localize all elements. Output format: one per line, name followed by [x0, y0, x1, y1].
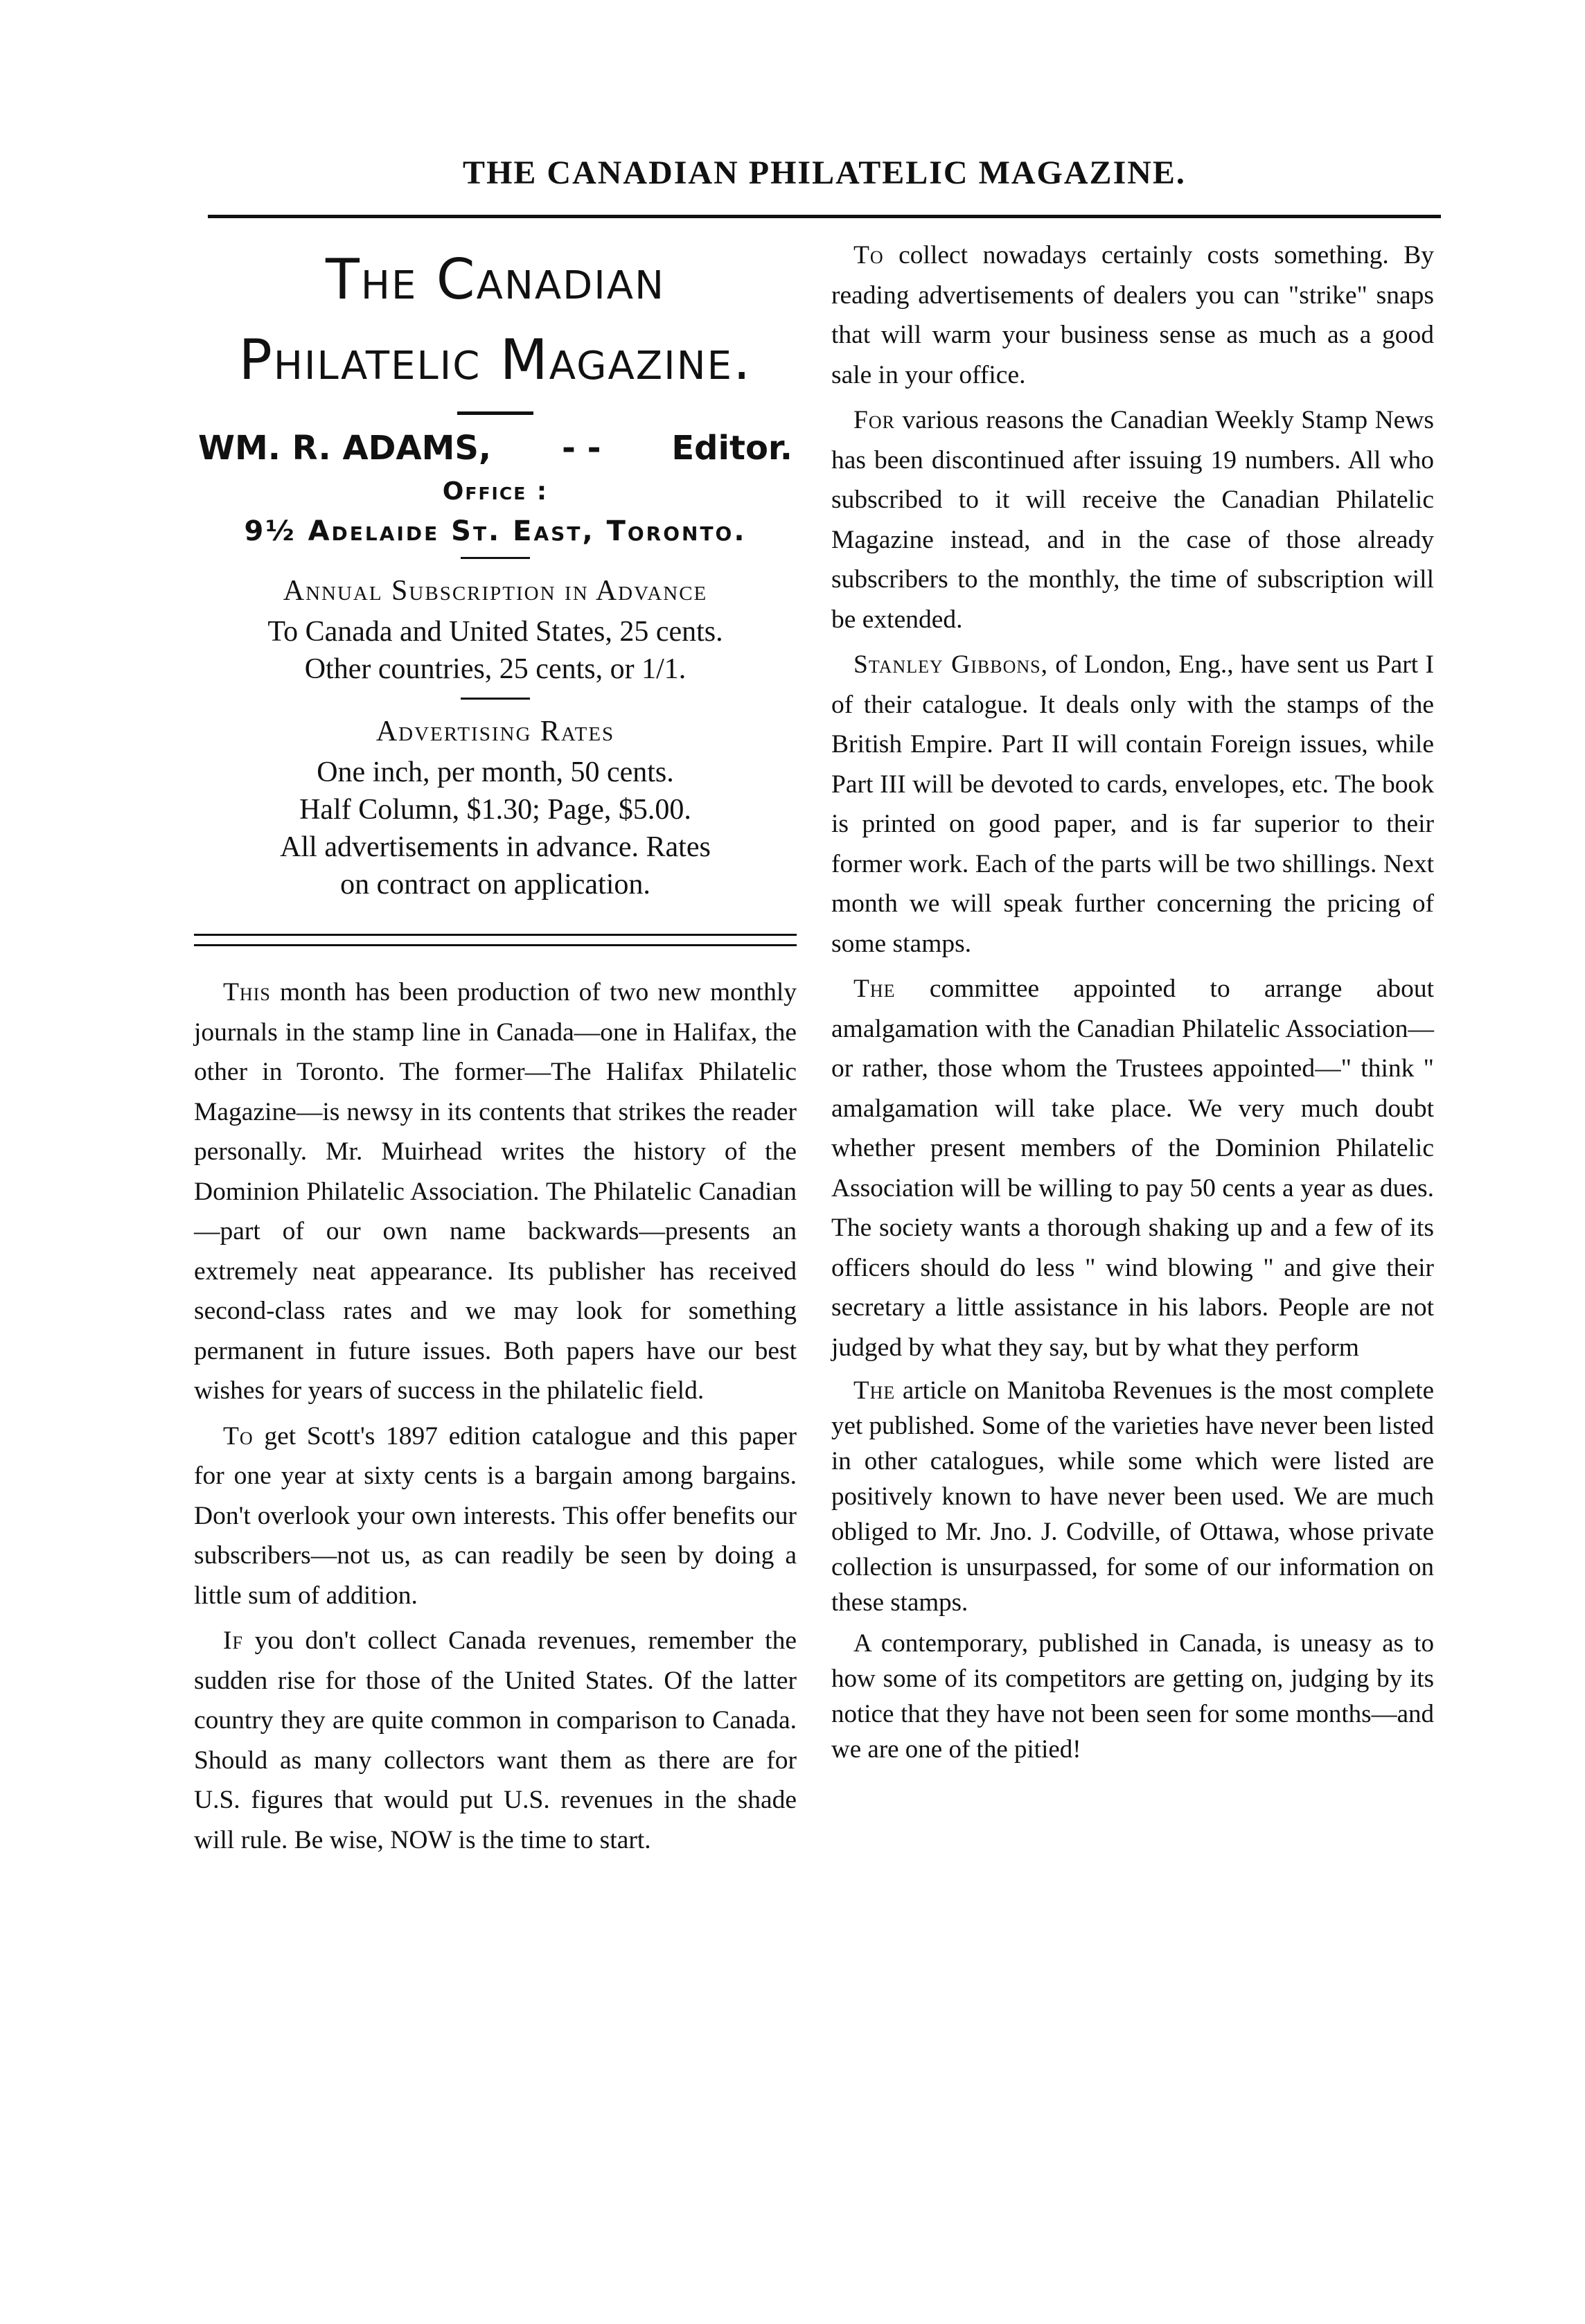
paragraph-lead: If — [223, 1626, 243, 1655]
office-address: 9½ Adelaide St. East, Toronto. — [244, 515, 747, 547]
article-paragraph — [831, 1373, 1434, 1620]
right-column — [831, 236, 1434, 1773]
editor-dashes: - - — [562, 429, 601, 468]
paragraph-text: collect nowadays certainly costs something. By reading advertisements of dealers you can "strike" snaps that will warm your business sense as much as a good sale in your office. — [831, 241, 1434, 389]
paragraph-text: month has been production of two new monthly journals in the stamp line in Canada—one in Halifax, the other in Toronto. The former—The Halifax Philatelic Magazine—is newsy in its contents that strikes the reader personally. Mr. Muirhead writes the history of the Dominion Philatelic Association. The Philatelic Canadian—part of our own name backwards—presents an extremely neat appearance. Its publisher has received second-class rates and we may look for something permanent in future issues. Both papers have our best wishes for years of success in the philatelic field. — [194, 978, 797, 1405]
article-paragraph — [194, 1621, 797, 1860]
editor-role: Editor. — [671, 429, 792, 468]
article-paragraph — [194, 1417, 797, 1616]
advertising-line: Half Column, $1.30; Page, $5.00. — [299, 794, 691, 826]
article-paragraph — [831, 400, 1434, 639]
article-paragraph — [831, 236, 1434, 395]
paragraph-lead: To — [853, 241, 884, 269]
office-label: Office : — [442, 477, 549, 506]
running-head: THE CANADIAN PHILATELIC MAGAZINE. — [463, 154, 1186, 191]
masthead — [194, 240, 797, 903]
subscription-divider — [461, 698, 530, 700]
subscription-line: Other countries, 25 cents, or 1/1. — [304, 653, 687, 685]
paragraph-lead: The — [853, 975, 896, 1003]
advertising-line: One inch, per month, 50 cents. — [317, 756, 674, 788]
office-divider — [461, 557, 530, 559]
paragraph-text: committee appointed to arrange about amalgamation with the Canadian Philatelic Association—or rather, those whom the Trustees appointed—" think " amalgamation will take place. We very much doubt whether present members of the Dominion Philatelic Association will be willing to pay 50 cents a year as dues. The society wants a thorough shaking up and a few of its officers should do less " wind blowing " and give their secretary a little assistance in his labors. People are not judged by what they say, but by what they perform — [831, 975, 1434, 1362]
editor-line — [194, 429, 797, 468]
paragraph-text: A contemporary, published in Canada, is uneasy as to how some of its competitors are getting on, judging by its notice that they have not been seen for some months—and we are one of the pitied! — [831, 1629, 1434, 1764]
paragraph-lead: To — [223, 1421, 254, 1451]
masthead-title-line2: Philatelic Magazine. — [238, 328, 752, 392]
article-paragraph — [831, 1626, 1434, 1767]
left-column — [194, 236, 797, 1865]
masthead-divider — [457, 411, 533, 415]
subscription-block — [194, 574, 797, 688]
paragraph-lead: For — [853, 406, 895, 434]
masthead-title-line1: The Canadian — [326, 247, 665, 312]
article-paragraph — [831, 645, 1434, 964]
paragraph-lead: This — [223, 978, 271, 1006]
masthead-title — [194, 240, 797, 400]
editor-name: WM. R. ADAMS, — [198, 429, 492, 468]
advertising-line: All advertisements in advance. Rates — [280, 831, 711, 863]
article-paragraph — [194, 973, 797, 1411]
paragraph-text: of London, Eng., have sent us Part I of their catalogue. It deals only with the stamps of the British Empire. Part II will contain Foreign issues, while Part III will be devoted to cards, envelopes, etc. The book is printed on good paper, and is far superior to their former work. Each of the parts will be two shillings. Next month we will speak further concerning the pricing of some stamps. — [831, 650, 1435, 958]
subscription-heading: Annual Subscription in Advance — [283, 575, 708, 607]
paragraph-text: you don't collect Canada revenues, remember the sudden rise for those of the United States. Of the latter country they are quite common in comparison to Canada. Should as many collectors want them as there are for U.S. figures that would put U.S. revenues in the shade will rule. Be wise, NOW is the time to start. — [194, 1626, 797, 1854]
advertising-block — [194, 715, 797, 903]
header-rule — [208, 215, 1441, 218]
paragraph-text: article on Manitoba Revenues is the most complete yet published. Some of the varieties have never been listed in other catalogues, while some which were listed are positively known to have never been used. We are much obliged to Mr. Jno. J. Codville, of Ottawa, whose private collection is unsurpassed, for some of our information on these stamps. — [831, 1376, 1434, 1617]
paragraph-text: various reasons the Canadian Weekly Stamp News has been discontinued after issuing 19 numbers. All who subscribed to it will receive the Canadian Philatelic Magazine instead, and in the case of those already subscribers to the monthly, the time of subscription will be extended. — [831, 406, 1434, 634]
paragraph-text: get Scott's 1897 edition catalogue and this paper for one year at sixty cents is a bargain among bargains. Don't overlook your own interests. This offer benefits our subscribers—not us, as can readily be seen by doing a little sum of addition. — [194, 1421, 797, 1610]
article-paragraph — [831, 969, 1434, 1367]
paragraph-lead: The — [853, 1376, 896, 1405]
masthead-double-rule — [194, 934, 797, 946]
paragraph-lead: Stanley Gibbons, — [853, 650, 1048, 679]
advertising-heading: Advertising Rates — [375, 716, 615, 747]
subscription-line: To Canada and United States, 25 cents. — [267, 616, 723, 648]
advertising-line: on contract on application. — [340, 869, 650, 901]
